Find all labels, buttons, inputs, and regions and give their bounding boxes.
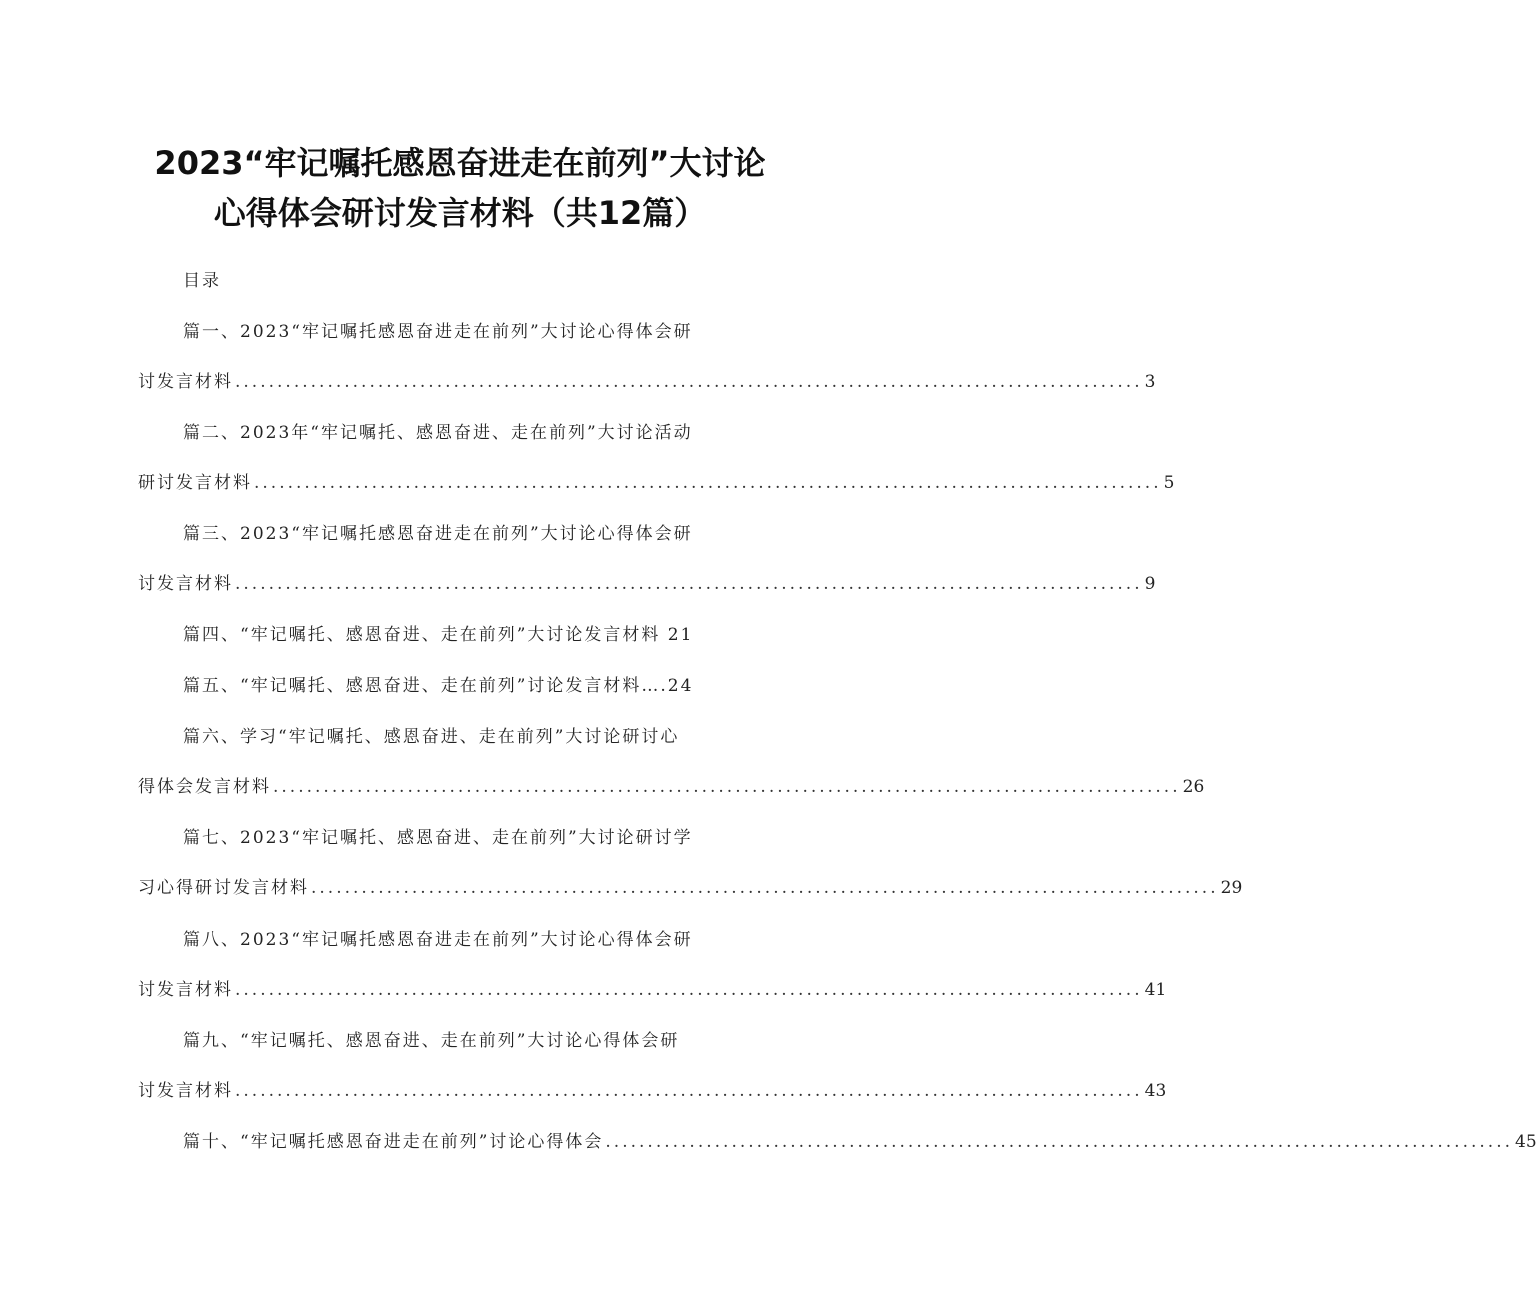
toc-leader-dots: ............................................................................................................ <box>311 878 1219 898</box>
toc-entry-1-line-2[interactable] <box>138 370 1156 394</box>
toc-entry-7-text: 习心得研讨发言材料 <box>138 878 309 898</box>
toc-leader-dots: ............................................................................................................ <box>273 777 1181 797</box>
toc-entry-6-line-1[interactable]: 篇六、学习“牢记嘱托、感恩奋进、走在前列”大讨论研讨心 <box>183 727 680 747</box>
document-title-line-2: 心得体会研讨发言材料（共12篇） <box>213 194 707 232</box>
toc-leader-dots: ............................................................................................................ <box>235 1081 1143 1101</box>
toc-entry-9-line-2[interactable] <box>138 1079 1167 1103</box>
toc-entry-1-text: 讨发言材料 <box>138 372 233 392</box>
toc-entry-2-page: 5 <box>1163 473 1175 493</box>
toc-entry-6-text: 得体会发言材料 <box>138 777 271 797</box>
toc-entry-7-line-1[interactable]: 篇七、2023“牢记嘱托、感恩奋进、走在前列”大讨论研讨学 <box>183 828 693 848</box>
toc-leader-dots: ............................................................................................................ <box>605 1132 1514 1152</box>
toc-entry-2-line-2[interactable] <box>138 471 1175 495</box>
toc-entry-3-page: 9 <box>1144 574 1156 594</box>
toc-entry-3-text: 讨发言材料 <box>138 574 233 594</box>
toc-leader-dots: ............................................................................................................ <box>235 574 1143 594</box>
toc-entry-10-text: 篇十、“牢记嘱托感恩奋进走在前列”讨论心得体会 <box>183 1132 604 1152</box>
toc-entry-6-page: 26 <box>1182 777 1205 797</box>
toc-entry-8-page: 41 <box>1144 980 1167 1000</box>
toc-entry-7-page: 29 <box>1220 878 1243 898</box>
toc-entry-10-page: 45 <box>1515 1132 1537 1152</box>
toc-entry-3-line-1[interactable]: 篇三、2023“牢记嘱托感恩奋进走在前列”大讨论心得体会研 <box>183 524 693 544</box>
toc-entry-1-line-1[interactable]: 篇一、2023“牢记嘱托感恩奋进走在前列”大讨论心得体会研 <box>183 322 693 342</box>
toc-entry-2-text: 研讨发言材料 <box>138 473 252 493</box>
toc-entry-2-line-1[interactable]: 篇二、2023年“牢记嘱托、感恩奋进、走在前列”大讨论活动 <box>183 423 693 443</box>
toc-leader-dots: ............................................................................................................ <box>235 372 1143 392</box>
toc-heading: 目录 <box>183 271 221 291</box>
toc-entry-3-line-2[interactable] <box>138 572 1156 596</box>
toc-entry-8-text: 讨发言材料 <box>138 980 233 1000</box>
toc-leader-dots: ............................................................................................................ <box>235 980 1143 1000</box>
toc-entry-9-page: 43 <box>1144 1081 1167 1101</box>
toc-entry-9-line-1[interactable]: 篇九、“牢记嘱托、感恩奋进、走在前列”大讨论心得体会研 <box>183 1031 680 1051</box>
toc-entry-8-line-2[interactable] <box>138 978 1167 1002</box>
toc-entry-6-line-2[interactable] <box>138 775 1205 799</box>
toc-entry-7-line-2[interactable] <box>138 876 1243 900</box>
document-title-line-1: 2023“牢记嘱托感恩奋进走在前列”大讨论 <box>154 144 766 182</box>
toc-entry-10[interactable] <box>183 1130 1537 1154</box>
toc-entry-9-text: 讨发言材料 <box>138 1081 233 1101</box>
toc-entry-5[interactable]: 篇五、“牢记嘱托、感恩奋进、走在前列”讨论发言材料….24 <box>183 676 694 696</box>
toc-entry-8-line-1[interactable]: 篇八、2023“牢记嘱托感恩奋进走在前列”大讨论心得体会研 <box>183 930 693 950</box>
toc-entry-4[interactable]: 篇四、“牢记嘱托、感恩奋进、走在前列”大讨论发言材料 21 <box>183 625 694 645</box>
toc-entry-1-page: 3 <box>1144 372 1156 392</box>
toc-leader-dots: ............................................................................................................ <box>254 473 1162 493</box>
